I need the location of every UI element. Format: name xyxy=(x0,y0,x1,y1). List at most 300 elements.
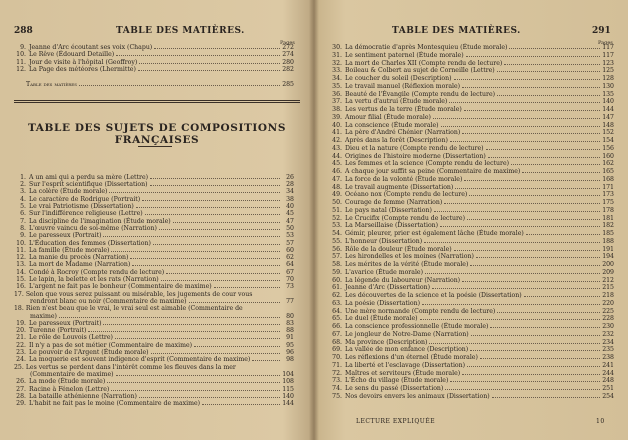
entry-page: 171 xyxy=(602,183,614,191)
entry-page: 148 xyxy=(602,121,614,129)
entry-number: 36. xyxy=(332,90,342,98)
entry-number: 63. xyxy=(332,299,342,307)
entry-page: 285 xyxy=(282,81,294,88)
entry-number: 31. xyxy=(332,51,342,59)
entry-number: 32. xyxy=(332,59,342,67)
entry-number: 28. xyxy=(16,392,26,400)
list-item xyxy=(330,184,614,191)
dot-leader xyxy=(424,242,600,243)
entry-title: Boileau & Colbert au sujet de Corneille (Lettre) xyxy=(345,67,495,75)
list-item xyxy=(14,327,294,334)
entry-title: Condé à Rocroy (Compte rendu de lecture) xyxy=(29,268,165,276)
entry-page: 154 xyxy=(602,137,614,144)
entry-title: Le caractère de Rodrigue (Portrait) xyxy=(29,195,141,203)
list-item: 18. Rien n'est beau que le vrai, le vrai seul est aimable (Commentaire de xyxy=(14,305,243,313)
entry-number: 9. xyxy=(20,232,26,240)
entry-title: Le rôle de Louvois (Lettre) xyxy=(29,334,113,342)
list-item xyxy=(14,174,294,181)
entry-page: 83 xyxy=(286,319,294,327)
dot-leader xyxy=(252,360,280,361)
list-item xyxy=(330,246,614,253)
entry-title: La père d'André Chénier (Narration) xyxy=(345,129,461,137)
entry-title: Amour filial (Étude morale) xyxy=(345,113,431,121)
entry-number: 47. xyxy=(332,175,342,183)
running-header: TABLE DES MATIÈRES. xyxy=(392,26,521,36)
entry-title: Ma province (Description) xyxy=(345,338,428,346)
entry-title: La mort de Charles XII (Compte rendu de lecture) xyxy=(345,59,503,67)
entry-page: 168 xyxy=(602,175,614,183)
entry-page: 188 xyxy=(602,237,614,245)
footer-number: 10 xyxy=(596,418,605,425)
dot-leader xyxy=(440,226,600,227)
dot-leader xyxy=(462,133,600,134)
dot-leader xyxy=(444,203,600,204)
dot-leader xyxy=(130,258,280,259)
entry-title: Les vertus de la terre (Étude morale) xyxy=(345,106,462,113)
entry-page: 50 xyxy=(286,224,294,232)
entry-title: Après dans la forêt (Description) xyxy=(345,137,448,144)
dot-leader xyxy=(454,79,601,80)
list-item xyxy=(330,83,614,90)
dot-leader xyxy=(455,188,600,189)
entry-title: Turenne (Portrait) xyxy=(29,327,87,335)
entry-page: 123 xyxy=(602,59,614,67)
dot-leader xyxy=(153,244,280,245)
entry-number: 34. xyxy=(332,75,342,82)
entry-page: 108 xyxy=(282,378,294,386)
entry-title: Table des matières xyxy=(26,81,77,88)
list-item xyxy=(14,51,294,58)
entry-page: 185 xyxy=(602,230,614,237)
list-item xyxy=(330,176,614,183)
entry-page: 156 xyxy=(602,144,614,152)
dot-leader xyxy=(433,118,600,119)
entry-title: L'honneur (Dissertation) xyxy=(345,237,423,245)
dot-leader xyxy=(476,257,600,258)
list-item xyxy=(14,269,294,276)
entry-number: 51. xyxy=(332,206,342,214)
dot-leader xyxy=(466,56,600,57)
dot-leader xyxy=(486,149,600,150)
list-item xyxy=(330,160,614,167)
list-item xyxy=(330,145,614,152)
list-item xyxy=(14,254,294,261)
entry-number: 7. xyxy=(20,217,26,225)
entry-page: 200 xyxy=(602,261,614,268)
list-item xyxy=(330,370,614,377)
dot-leader xyxy=(88,331,280,332)
dot-leader xyxy=(150,185,280,186)
entry-page: 73 xyxy=(286,283,294,291)
entry-page: 98 xyxy=(286,356,294,364)
dot-leader xyxy=(462,281,600,282)
entry-page: 225 xyxy=(602,307,614,315)
entry-number: 29. xyxy=(16,400,26,408)
entry-page: 194 xyxy=(602,253,614,261)
list-item xyxy=(14,196,294,203)
list-item xyxy=(330,230,614,237)
list-item xyxy=(330,331,614,338)
list-item xyxy=(330,168,614,175)
list-item xyxy=(330,377,614,384)
list-item xyxy=(14,334,294,341)
list-item xyxy=(14,66,294,73)
entry-number: 19. xyxy=(16,319,26,327)
entry-number: 21. xyxy=(16,334,26,342)
list-item xyxy=(330,222,614,229)
dot-leader xyxy=(154,48,280,49)
list-item xyxy=(14,203,294,210)
entry-page: 282 xyxy=(282,66,294,74)
list-item xyxy=(14,59,294,66)
dot-leader xyxy=(161,280,280,281)
entry-page: 60 xyxy=(286,246,294,254)
pages-label: Pages xyxy=(598,40,613,46)
entry-page: 26 xyxy=(286,173,294,181)
entry-number: 61. xyxy=(332,284,342,292)
entry-title: Dieu et la nature (Compte rendu de lecture) xyxy=(345,144,484,152)
list-item xyxy=(330,323,614,330)
entry-title: Origines de l'histoire moderne (Dissertation) xyxy=(345,152,486,160)
entry-number: 38. xyxy=(332,106,342,113)
entry-number: 26. xyxy=(16,378,26,386)
dot-leader xyxy=(464,180,600,181)
dot-leader xyxy=(497,95,600,96)
dot-leader xyxy=(136,207,280,208)
entry-title: L'œuvre vaincu de soi-même (Narration) xyxy=(29,224,157,232)
entry-page: 47 xyxy=(286,217,294,225)
entry-page: 57 xyxy=(286,239,294,247)
entry-number: 22. xyxy=(16,341,26,349)
dot-leader xyxy=(462,87,600,88)
dot-leader xyxy=(497,71,600,72)
entry-number: 70. xyxy=(332,354,342,361)
entry-title: La mode (Étude morale) xyxy=(29,378,106,386)
entry-page: 220 xyxy=(602,299,614,307)
list-item xyxy=(330,137,614,144)
entry-title: Les réflexions d'un éternel (Étude morale) xyxy=(345,354,478,361)
entry-number: 13. xyxy=(16,261,26,269)
entry-number: 44. xyxy=(332,152,342,160)
entry-title: Sur l'indifférence religieuse (Lettre) xyxy=(29,210,143,218)
entry-title: La Page des météores (Lhermitte) xyxy=(29,66,136,74)
dot-leader xyxy=(470,265,600,266)
dot-leader xyxy=(497,312,600,313)
dot-leader xyxy=(434,211,600,212)
entry-number: 1. xyxy=(20,173,26,181)
list-item xyxy=(330,44,614,51)
entry-page: 67 xyxy=(286,268,294,276)
entry-page: 88 xyxy=(286,327,294,335)
right-page xyxy=(316,0,628,440)
entry-page: 215 xyxy=(602,284,614,292)
entry-page: 162 xyxy=(602,160,614,168)
dot-leader xyxy=(145,214,280,215)
list-item-continuation: rendront blanc ou noir (Commentaire de maxime) 77 xyxy=(30,297,294,305)
entry-number: 11. xyxy=(16,246,26,254)
entry-number: 59. xyxy=(332,268,342,276)
entry-page: 62 xyxy=(286,254,294,262)
dot-leader xyxy=(142,200,280,201)
list-item xyxy=(330,308,614,315)
dot-leader xyxy=(139,397,280,398)
dot-leader xyxy=(464,110,600,111)
entry-title: La poésie (Dissertation) xyxy=(345,299,420,307)
entry-number: 69. xyxy=(332,346,342,354)
list-item xyxy=(14,349,294,356)
entry-number: 12. xyxy=(16,254,26,262)
entry-number: 67. xyxy=(332,330,342,338)
list-item xyxy=(14,342,294,349)
list-item xyxy=(330,238,614,245)
entry-title: La colère (Étude morale) xyxy=(29,188,108,196)
entry-page: 175 xyxy=(602,199,614,206)
entry-page: 140 xyxy=(602,98,614,106)
entry-title: Jeanne d'Arc écoutant ses voix (Chapu) xyxy=(29,44,153,51)
list-item xyxy=(14,232,294,239)
entry-title: La moquerie est souvent indigence d'esprit (Commentaire de maxime) xyxy=(29,356,251,364)
list-item xyxy=(330,191,614,198)
dot-leader xyxy=(467,219,600,220)
section-title: TABLE DES SUJETS DE COMPOSITIONS FRANÇAISES xyxy=(27,122,287,146)
running-header: TABLE DES MATIÈRES. xyxy=(116,26,245,36)
entry-number: 23. xyxy=(16,349,26,356)
entry-title: La vertu d'autrui (Étude morale) xyxy=(345,98,448,106)
entry-title: Gémir, pleurer, prier est également lâche (Étude morale) xyxy=(345,230,524,237)
list-item xyxy=(330,261,614,268)
entry-page: 209 xyxy=(602,268,614,276)
list-item xyxy=(14,188,294,195)
entry-page: 280 xyxy=(282,58,294,66)
entry-number: 10. xyxy=(16,51,26,59)
dot-leader xyxy=(132,265,280,266)
entry-title: Courage de femme (Narration) xyxy=(345,199,443,206)
list-item xyxy=(14,276,294,283)
list-item xyxy=(330,129,614,136)
list-item xyxy=(330,106,614,113)
entry-title: La Marseillaise (Dissertation) xyxy=(345,222,439,230)
list-item xyxy=(14,320,294,327)
list-item xyxy=(330,339,614,346)
entry-page: 274 xyxy=(282,51,294,59)
entry-title: La force de la volonté (Étude morale) xyxy=(345,175,463,183)
entry-title: La liberté et l'esclavage (Dissertation) xyxy=(345,361,466,369)
dot-leader xyxy=(526,234,600,235)
entry-title: Le vrai Patriotisme (Dissertation) xyxy=(29,203,134,210)
entry-number: 30. xyxy=(332,44,342,51)
entry-title: Le coucher du soleil (Description) xyxy=(345,75,452,82)
entry-title: Jeanne d'Arc (Dissertation) xyxy=(345,284,431,292)
entry-title: Jour de visite à l'hôpital (Geoffroy) xyxy=(29,58,138,66)
list-item xyxy=(330,393,614,400)
entry-title: Les hirondelles et les moines (Narration) xyxy=(345,253,474,261)
entry-page: 272 xyxy=(282,44,294,51)
dot-leader xyxy=(488,157,600,158)
entry-number: 72. xyxy=(332,369,342,377)
entry-title: Le jongleur de Notre-Dame (Narration) xyxy=(345,330,469,338)
entry-page: 178 xyxy=(602,206,614,214)
entry-page: 130 xyxy=(602,82,614,90)
entry-page: 144 xyxy=(282,400,294,408)
list-item xyxy=(330,67,614,74)
entry-title: Le sentiment paternel (Étude morale) xyxy=(345,51,464,59)
dot-leader xyxy=(111,390,280,391)
entry-number: 2. xyxy=(20,181,26,189)
list-item xyxy=(330,153,614,160)
entry-title: Le travail augmente (Dissertation) xyxy=(345,183,454,191)
entry-title: L'Écho du village (Étude morale) xyxy=(345,377,449,385)
entry-number: 71. xyxy=(332,361,342,369)
entry-number: 12. xyxy=(16,66,26,74)
list-item xyxy=(14,225,294,232)
entry-title: A un ami qui a perdu sa mère (Lettre) xyxy=(29,173,149,181)
entry-page: 165 xyxy=(602,168,614,175)
left-page xyxy=(0,0,312,440)
entry-title: Les femmes et la science (Compte rendu de lecture) xyxy=(345,160,510,168)
entry-page: 241 xyxy=(602,361,614,369)
entry-title: Une mère normande (Compte rendu de lecture) xyxy=(345,307,496,315)
entry-number: 16. xyxy=(16,283,26,291)
entry-title: Les découvertes de la science et la poésie (Dissertation) xyxy=(345,292,522,299)
dot-leader xyxy=(504,64,600,65)
dot-leader xyxy=(420,319,600,320)
entry-number: 11. xyxy=(16,58,26,66)
entry-number: 53. xyxy=(332,222,342,230)
entry-number: 64. xyxy=(332,307,342,315)
entry-title: Océano nox (Compte rendu de lecture) xyxy=(345,191,468,199)
entry-number: 6. xyxy=(20,210,26,218)
list-item xyxy=(14,247,294,254)
entry-page: 191 xyxy=(602,245,614,253)
dot-leader xyxy=(159,229,280,230)
entry-number: 40. xyxy=(332,121,342,129)
entry-number: 46. xyxy=(332,168,342,175)
entry-title: La démocratie d'après Montesquieu (Étude morale) xyxy=(345,44,508,51)
entry-page: 125 xyxy=(602,67,614,75)
entry-number: 65. xyxy=(332,315,342,323)
entry-number: 15. xyxy=(16,276,26,283)
entry-number: 4. xyxy=(20,195,26,203)
entry-number: 56. xyxy=(332,245,342,253)
list-item xyxy=(330,215,614,222)
dot-leader xyxy=(454,250,600,251)
list-item xyxy=(330,292,614,299)
entry-title: Le pays natal (Dissertation) xyxy=(345,206,432,214)
dot-leader xyxy=(214,287,280,288)
entry-title: Le paresseux (Portrait) xyxy=(29,232,102,240)
entry-number: 45. xyxy=(332,160,342,168)
dot-leader xyxy=(450,141,600,142)
entry-number: 48. xyxy=(332,183,342,191)
entry-title: Le Rêve (Édouard Detaille) xyxy=(29,51,115,59)
dot-leader xyxy=(194,346,280,347)
entry-number: 33. xyxy=(332,67,342,75)
entry-title: L'habit ne fait pas le moine (Commentaire de maxime) xyxy=(29,400,201,408)
dot-leader xyxy=(524,296,600,297)
entry-number: 41. xyxy=(332,129,342,137)
entry-number: 27. xyxy=(16,385,26,393)
entry-number: 5. xyxy=(20,203,26,210)
entry-page: 230 xyxy=(602,323,614,330)
entry-title: Le Crucifix (Compte rendu de lecture) xyxy=(345,214,465,222)
entry-page: 38 xyxy=(286,195,294,203)
entry-page: 238 xyxy=(602,354,614,361)
dot-leader xyxy=(469,195,600,196)
table-entry xyxy=(26,81,294,88)
entry-title: Le duel (Étude morale) xyxy=(345,315,418,323)
entry-title: Les mérites de la vérité (Étude morale) xyxy=(345,261,469,268)
page-number: 291 xyxy=(592,26,611,36)
dot-leader xyxy=(470,350,600,351)
dot-leader xyxy=(450,381,600,382)
dot-leader xyxy=(449,102,600,103)
dot-leader xyxy=(150,178,280,179)
entry-title: La bataille athénienne (Narration) xyxy=(29,392,137,400)
dot-leader xyxy=(462,374,600,375)
list-item xyxy=(330,269,614,276)
dot-leader xyxy=(492,397,600,398)
dot-leader xyxy=(467,366,600,367)
list-item xyxy=(330,354,614,361)
entry-number: 57. xyxy=(332,253,342,261)
entry-number: 39. xyxy=(332,113,342,121)
list-item xyxy=(14,210,294,217)
list-item xyxy=(330,199,614,206)
entry-title: L'avarice (Étude morale) xyxy=(345,268,423,276)
entry-number: 35. xyxy=(332,82,342,90)
dot-leader xyxy=(441,126,600,127)
entry-page: 234 xyxy=(602,338,614,346)
entry-number: 60. xyxy=(332,276,342,284)
entry-title: La vallée de mon enfance (Description) xyxy=(345,346,469,354)
page-number: 288 xyxy=(14,26,33,36)
list-item xyxy=(330,315,614,322)
entry-number: 73. xyxy=(332,377,342,385)
dot-leader xyxy=(445,389,600,390)
entry-page: 34 xyxy=(286,188,294,196)
dot-leader xyxy=(522,172,600,173)
list-item xyxy=(330,207,614,214)
dot-leader xyxy=(490,327,600,328)
list-item xyxy=(14,240,294,247)
entry-number: 14. xyxy=(16,268,26,276)
entry-page: 70 xyxy=(286,276,294,283)
dot-leader xyxy=(139,63,280,64)
entry-title: Nos devoirs envers les animaux (Dissertation) xyxy=(345,392,490,400)
list-item xyxy=(330,98,614,105)
entry-page: 235 xyxy=(602,346,614,354)
list-item xyxy=(330,114,614,121)
title-ornament xyxy=(138,146,172,147)
entry-number: 9. xyxy=(20,44,26,51)
list-item xyxy=(330,385,614,392)
entry-title: Le pouvoir de l'Argent (Étude morale) xyxy=(29,349,149,356)
entry-page: 147 xyxy=(602,113,614,121)
list-item xyxy=(14,218,294,225)
pages-label: Pages xyxy=(280,40,295,46)
entry-page: 152 xyxy=(602,129,614,137)
divider-rule xyxy=(14,102,300,103)
list-item xyxy=(330,60,614,67)
entry-page: 248 xyxy=(602,377,614,385)
list-item xyxy=(330,284,614,291)
entry-number: 52. xyxy=(332,214,342,222)
entry-page: 91 xyxy=(286,334,294,342)
entry-page: 115 xyxy=(282,385,294,393)
entry-number: 42. xyxy=(332,137,342,144)
dot-leader xyxy=(429,343,600,344)
list-item xyxy=(14,386,294,393)
